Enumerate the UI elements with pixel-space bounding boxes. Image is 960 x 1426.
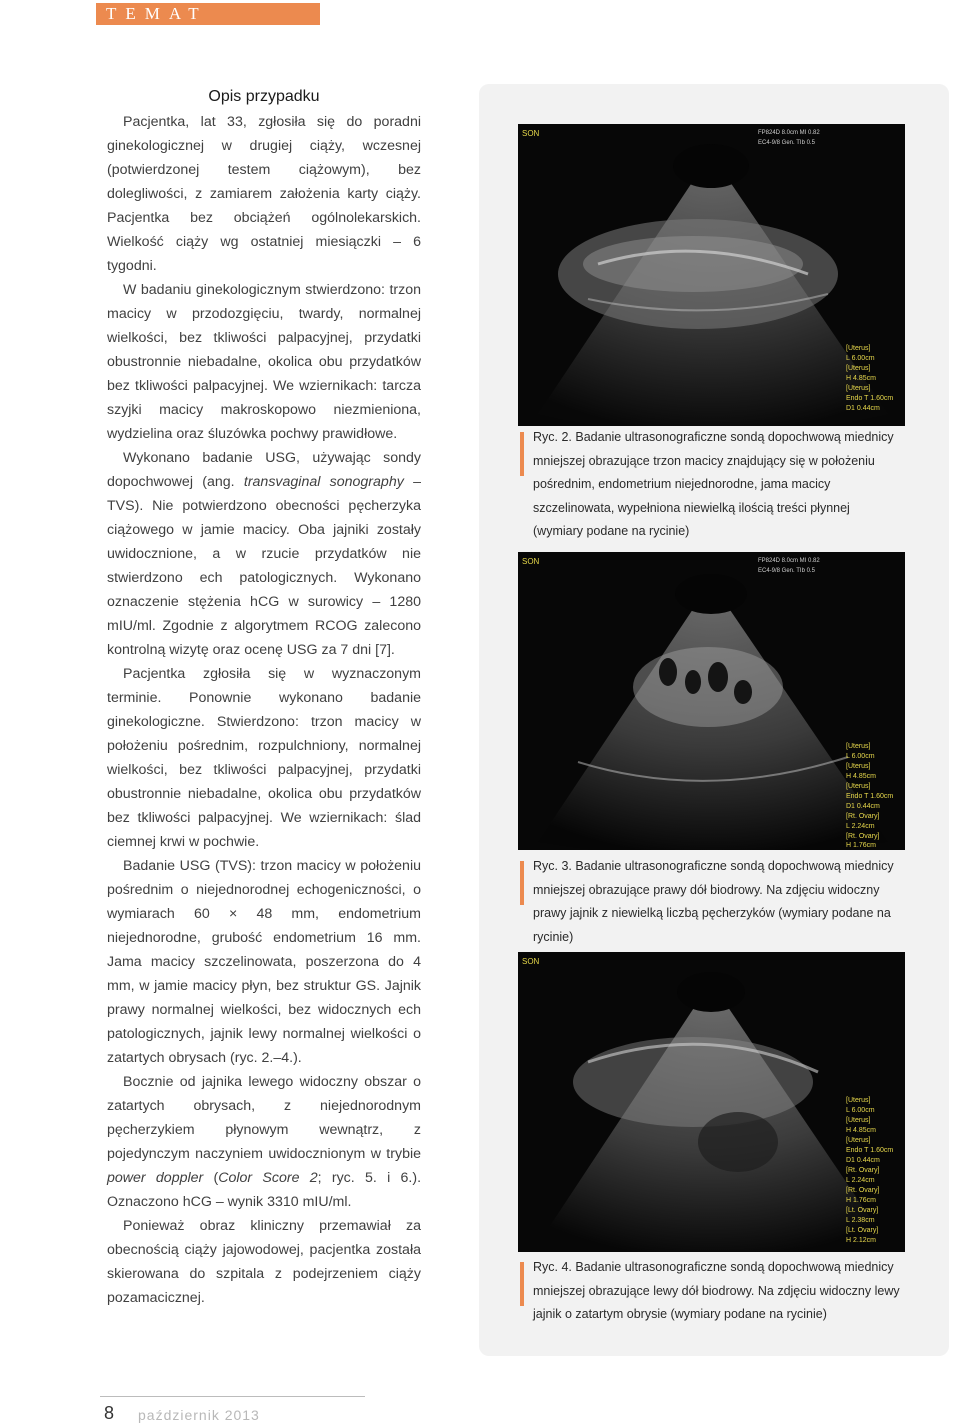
paragraph-6: Bocznie od jajnika lewego widoczny obszar o zatartych obrysach, z niejednorodnym pęcherzykiem płynowym wewnątrz, z pojedynczym naczyniem uwidocznionym w trybie power doppler (Color Score 2; ryc. 5. i 6.). Oznaczono hCG – wynik 3310 mIU/ml. — [107, 1074, 422, 1210]
svg-text:H 4.85cm: H 4.85cm — [846, 773, 876, 780]
svg-text:L 6.00cm: L 6.00cm — [846, 1107, 875, 1114]
ultrasound-image-fig2 — [518, 124, 905, 426]
footer-divider — [100, 1396, 365, 1397]
svg-text:D1 0.44cm: D1 0.44cm — [846, 405, 880, 412]
svg-text:Endo T 1.60cm: Endo T 1.60cm — [846, 793, 894, 800]
paragraph-1: Pacjentka, lat 33, zgłosiła się do poradni ginekologicznej w drugiej ciąży, wczesnej (potwierdzonej testem ciążowym), bez dolegliwości, z zamiarem założenia karty ciąży. Pacjentka bez obciążeń ogólnolekarskich. Wielkość ciąży wg ostatniej miesiączki – 6 tygodni. — [107, 114, 421, 274]
paragraph-7: Ponieważ obraz kliniczny przemawiał za obecnością ciąży jajowodowej, pacjentka została skierowana do szpitala z podejrzeniem ciąży pozamacicznej. — [107, 1218, 421, 1306]
svg-text:EC4-9/8 Gen. TIb 0.5: EC4-9/8 Gen. TIb 0.5 — [758, 568, 815, 574]
caption-accent-bar — [520, 432, 524, 476]
caption-accent-bar — [520, 861, 524, 905]
svg-text:[Uterus]: [Uterus] — [846, 365, 871, 372]
article-title: Opis przypadku — [208, 88, 320, 105]
svg-text:Endo T 1.60cm: Endo T 1.60cm — [846, 1147, 894, 1154]
svg-text:L 2.24cm: L 2.24cm — [846, 823, 875, 830]
svg-text:[Lt. Ovary]: [Lt. Ovary] — [846, 1227, 879, 1234]
svg-text:L 6.00cm: L 6.00cm — [846, 355, 875, 362]
svg-text:H 2.12cm: H 2.12cm — [846, 1237, 876, 1244]
fig2-header-left: SON — [522, 129, 540, 138]
svg-text:H 4.85cm: H 4.85cm — [846, 1127, 876, 1134]
paragraph-2: W badaniu ginekologicznym stwierdzono: trzon macicy w przodozgięciu, twardy, normalnej wielkości, bez tkliwości palpacyjnej, przydatki obustronnie niebadalne, okolica obu przydatków bez tkliwości palpacyjnej. We wziernikach: tarcza szyjki macicy makroskopowo niezmieniona, wydzielina oraz śluzówka pochwy prawidłowe. — [107, 282, 421, 442]
svg-text:L 2.38cm: L 2.38cm — [846, 1217, 875, 1224]
svg-text:[Uterus]: [Uterus] — [846, 345, 871, 352]
svg-text:FP824D 8.0cm MI 0.82: FP824D 8.0cm MI 0.82 — [758, 558, 820, 564]
paragraph-3: Wykonano badanie USG, używając sondy dopochwowej (ang. transvaginal sonography – TVS). Nie potwierdzono obecności pęcherzyka ciążowego w jamie macicy. Oba jajniki zostały uwidocznione, a w rzucie przydatków nie stwierdzono ech patologicznych. Wykonano oznaczenie stężenia hCG w surowicy – 1280 mIU/ml. Zgodnie z algorytmem RCOG zalecono kontrolną wizytę oraz ocenę USG za 7 dni [7]. — [107, 450, 421, 658]
paragraph-5: Badanie USG (TVS): trzon macicy w położeniu pośrednim o niejednorodnej echogeniczności, o wymiarach 60 × 48 mm, endometrium niejednorodne, grubość endometrium 16 mm. Jama macicy szczelinowata, poszerzona do 4 mm, w jamie macicy płyn, bez struktur GS. Jajnik prawy normalnej wielkości, bez widocznych ech patologicznych, jajnik lewy normalnej wielkości o zatartych obrysach (ryc. 2.–4.). — [107, 858, 421, 1066]
ultrasound-image-fig4 — [518, 952, 905, 1252]
svg-text:H 1.76cm: H 1.76cm — [846, 1197, 876, 1204]
svg-text:D1 0.44cm: D1 0.44cm — [846, 803, 880, 810]
svg-text:[Uterus]: [Uterus] — [846, 1097, 871, 1104]
svg-text:H 4.85cm: H 4.85cm — [846, 375, 876, 382]
figure-caption-4: Ryc. 4. Badanie ultrasonograficzne sondą dopochwową miednicy mniejszej obrazujące lewy dół biodrowy. Na zdjęciu widoczny lewy jajnik o zatartym obrysie (wymiary podane na rycinie) — [520, 1256, 900, 1327]
svg-text:[Rt. Ovary]: [Rt. Ovary] — [846, 1187, 880, 1194]
ultrasound-image-fig3 — [518, 552, 905, 850]
svg-text:Endo T 1.60cm: Endo T 1.60cm — [846, 395, 894, 402]
caption-accent-bar — [520, 1262, 524, 1306]
svg-text:D1 0.44cm: D1 0.44cm — [846, 1157, 880, 1164]
svg-text:H 1.76cm: H 1.76cm — [846, 842, 876, 849]
section-header: TEMAT NUMERU — [96, 3, 320, 25]
issue-date: październik 2013 — [138, 1407, 260, 1423]
figure-caption-2: Ryc. 2. Badanie ultrasonograficzne sondą dopochwową miednicy mniejszej obrazujące trzon macicy znajdujący się w położeniu pośrednim, endometrium niejednorodne, jama macicy szczelinowata, wypełniona niewielką ilością treści płynnej (wymiary podane na rycinie) — [520, 426, 900, 544]
figure-caption-3: Ryc. 3. Badanie ultrasonograficzne sondą dopochwową miednicy mniejszej obrazujące prawy dół biodrowy. Na zdjęciu widoczny prawy jajnik z niewielką liczbą pęcherzyków (wymiary podane na rycinie) — [520, 855, 900, 949]
svg-text:FP824D 8.0cm MI 0.82: FP824D 8.0cm MI 0.82 — [758, 130, 820, 136]
article-body — [107, 88, 421, 1310]
svg-text:[Uterus]: [Uterus] — [846, 763, 871, 770]
fig4-header-left: SON — [522, 957, 540, 966]
svg-text:[Rt. Ovary]: [Rt. Ovary] — [846, 813, 880, 820]
fig3-header-left: SON — [522, 557, 540, 566]
svg-text:L 2.24cm: L 2.24cm — [846, 1177, 875, 1184]
paragraph-4: Pacjentka zgłosiła się w wyznaczonym terminie. Ponownie wykonano badanie ginekologiczne. Stwierdzono: trzon macicy w położeniu pośrednim, rozpulchniony, normalnej wielkości, bez tkliwości palpacyjnej, przydatki obustronnie niebadalne, okolica obu przydatków bez tkliwości palpacyjnej. We wziernikach: ślad ciemnej krwi w pochwie. — [107, 666, 421, 850]
page-number: 8 — [104, 1403, 115, 1423]
svg-text:EC4-9/8 Gen. TIb 0.5: EC4-9/8 Gen. TIb 0.5 — [758, 140, 815, 146]
svg-text:[Uterus]: [Uterus] — [846, 1117, 871, 1124]
svg-text:[Uterus]: [Uterus] — [846, 385, 871, 392]
svg-text:[Uterus]: [Uterus] — [846, 1137, 871, 1144]
svg-text:[Rt. Ovary]: [Rt. Ovary] — [846, 833, 880, 840]
svg-text:[Uterus]: [Uterus] — [846, 783, 871, 790]
svg-text:[Lt. Ovary]: [Lt. Ovary] — [846, 1207, 879, 1214]
svg-text:[Uterus]: [Uterus] — [846, 743, 871, 750]
svg-text:[Rt. Ovary]: [Rt. Ovary] — [846, 1167, 880, 1174]
svg-text:L 6.00cm: L 6.00cm — [846, 753, 875, 760]
